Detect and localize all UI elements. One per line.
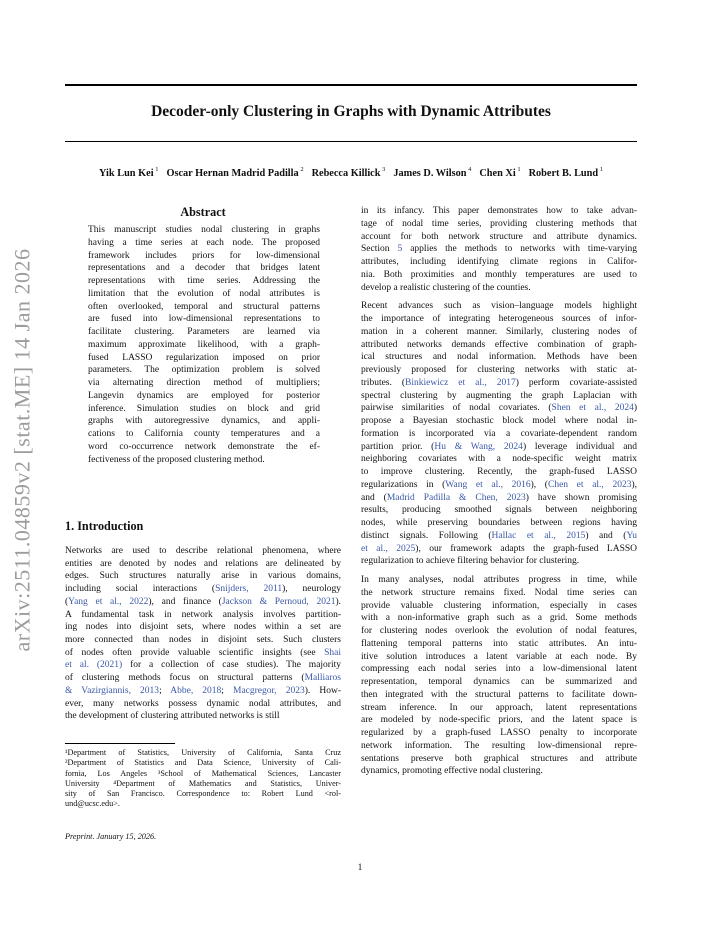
text-line: of clustering methods focus on structural patterns (Malliaros [65, 673, 341, 684]
text-line: account for both network structure and attribute dynamics. [361, 231, 637, 242]
text-line: In many analyses, nodal attributes progress in time, while [361, 575, 637, 585]
section-heading-introduction: 1. Introduction [65, 519, 144, 533]
text-line: representations with time series. Addressing the [88, 276, 320, 286]
text-line: und@ucsc.edu>. [65, 799, 120, 809]
introduction-text [65, 545, 341, 723]
text-line: partition prior. (Hu & Wang, 2024) leverage individual and [361, 441, 637, 452]
text-line: dynamics, promoting effective nodal clustering. [361, 766, 543, 777]
text-line: representations and a decoder that bridges latent [88, 263, 320, 274]
text-line: neighboring covariates with a node-specific weight matrix [361, 454, 637, 465]
text-line: nia. Both proximities and monthly temperatures are used to [361, 269, 637, 280]
text-line: nodes, while preserving boundaries between regions having [361, 518, 637, 528]
text-line: tage of nodal time series, providing clustering methods that [361, 218, 637, 229]
arxiv-identifier-stamp [0, 250, 44, 650]
text-line: are fused into low-dimensional representations to [88, 314, 320, 325]
preprint-notice: Preprint. January 15, 2026. [65, 832, 157, 841]
text-line: stream inference. In our approach, latent representations [361, 702, 637, 713]
text-line: graphs with autoregressive dynamics, and appli- [88, 416, 320, 427]
text-line: compressing each nodal series into a low-dimensional latent [361, 664, 637, 675]
text-line: via alternating direction method of multipliers; [88, 378, 320, 388]
title-top-rule [65, 84, 637, 86]
text-line: to improve clustering. Recently, the graph-fused LASSO [361, 467, 637, 477]
abstract-heading: Abstract [180, 205, 226, 219]
text-line: & Vazirgiannis, 2013; Abbe, 2018; Macgregor, 2023). How- [65, 685, 341, 696]
text-line: then integrated with the structural patterns to facilitate down- [361, 689, 637, 700]
text-line: ever, many networks possess dynamic nodal attributes, and [65, 698, 341, 709]
text-line: are modeled by node-specific priors, and the latent space is [361, 715, 637, 726]
text-line: more connected than nodes in disjoint sets. Such clusters [65, 635, 341, 646]
text-line: facilitate clustering. Parameters are learned via [88, 327, 320, 337]
text-line: sentations preserve both graphical structures and attribute [361, 753, 637, 764]
text-line: ¹Department of Statistics, University of California, Santa Cruz [65, 748, 341, 757]
text-line: pairwise similarities of nodal covariates. (Shen et al., 2024) [361, 403, 637, 414]
text-line: fectiveness of the proposed clustering method. [88, 454, 265, 465]
text-line: et al., 2025), our framework adapts the graph-fused LASSO [361, 543, 637, 554]
text-line: spectral clustering by augmenting the graph Laplacian with [361, 390, 637, 401]
text-line: itive solution introduces a latent variable at each node. By [361, 651, 637, 662]
author-name: Robert B. Lund $^1$ [528, 166, 603, 180]
text-line: A fundamental task in network analysis involves partition- [65, 609, 341, 620]
paragraph-1 [361, 205, 637, 294]
text-line: fused LASSO regularization imposed on prior [88, 352, 320, 363]
author-affiliation-marker: 2 [298, 166, 304, 173]
text-line: having a time series at each node. The proposed [88, 237, 320, 248]
text-line: regularization to achieve filtering behavior for clustering. [361, 556, 580, 567]
text-line: including social interactions (Snijders, 2011), neurology [65, 584, 341, 595]
text-line: regularizations in (Wang et al., 2016), (Chen et al., 2023), [361, 479, 637, 490]
text-line: attributed networks demands effective combination of graph- [361, 339, 637, 350]
author-list [40, 167, 662, 179]
author-affiliation-marker: 1 [515, 166, 521, 173]
text-line: Recent advances such as vision–language models highlight [361, 301, 637, 312]
text-line: limitation that the evolution of nodal attributes is [88, 288, 320, 299]
author-affiliation-marker: 1 [598, 166, 603, 173]
text-line: previously proposed for clustering networks with static at- [361, 365, 637, 375]
text-line: mation in a coherent manner. Similarly, clustering nodes of [361, 326, 637, 337]
text-line: regularized by a graph-fused LASSO penalty to incorporate [361, 728, 637, 738]
author-name: James D. Wilson $^4$ [393, 166, 472, 180]
text-line: ²Department of Statistics and Data Science, University of Cali- [65, 758, 341, 768]
text-line: tributes. (Binkiewicz et al., 2017) perform covariate-assisted [361, 377, 637, 388]
text-line: Langevin dynamics are employed for posterior [88, 390, 320, 401]
text-line: with a non-informative graph such as a grid. Some methods [361, 613, 637, 624]
text-line: University ⁴Department of Mathematics and Statistics, Univer- [65, 778, 341, 788]
text-line: fornia, Los Angeles ³School of Mathematical Sciences, Lancaster [65, 768, 341, 778]
text-line: ical structures and nodal information. Methods have been [361, 352, 637, 363]
text-line: the importance of integrating heterogeneous sources of infor- [361, 314, 637, 324]
arxiv-stamp-text: arXiv:2511.04859v2 [stat.ME] 14 Jan 2026 [9, 248, 35, 652]
paragraph-3 [361, 574, 637, 778]
text-line: word co-occurrence network demonstrate the ef- [88, 441, 320, 452]
text-line: edges. Such structures naturally arise in various domains, [65, 571, 341, 582]
text-line: representation, temporal dynamics can be summarized and [361, 677, 637, 687]
text-line: and (Madrid Padilla & Chen, 2023) have shown promising [361, 492, 637, 503]
text-line: ing nodes into disjoint sets, where nodes within a set are [65, 622, 341, 633]
text-line: et al. (2021) for a collection of case studies). The majority [65, 660, 341, 671]
text-line: attributes, including identifying climate regions in Califor- [361, 257, 637, 267]
text-line: provide valuable clustering information, especially in cases [361, 600, 637, 611]
text-line: This manuscript studies nodal clustering in graphs [88, 225, 320, 235]
text-line: of nodes often provide valuable scientific insights (see Shai [65, 647, 341, 658]
text-line: the network structure remains fixed. Nodal time series can [361, 587, 637, 598]
text-line: formation is incorporated via a covariate-dependent random [361, 428, 637, 439]
footnote-rule [65, 743, 175, 744]
text-line: for clustering nodes overlook the evolution of nodal features, [361, 626, 637, 636]
paper-title: Decoder-only Clustering in Graphs with Dynamic Attributes [151, 103, 551, 120]
author-affiliation-marker: 1 [153, 166, 159, 173]
text-line: flattening temporal patterns into static attributes. An intu- [361, 638, 637, 649]
text-line: Networks are used to describe relational phenomena, where [65, 546, 341, 556]
text-line: distinct signals. Following (Hallac et al., 2015) and (Yu [361, 530, 637, 541]
author-name: Oscar Hernan Madrid Padilla $^2$ [166, 166, 304, 180]
text-line: maximum approximate likelihood, with a graph- [88, 339, 320, 350]
text-line: Section 5 applies the methods to networks with time-varying [361, 244, 637, 255]
paragraph-2 [361, 300, 637, 568]
author-affiliation-marker: 3 [380, 166, 386, 173]
text-line: the development of clustering attributed networks is still [65, 711, 280, 722]
author-name: Yik Lun Kei $^1$ [99, 166, 159, 180]
text-line: (Yang et al., 2022), and finance (Jackson & Pernoud, 2021). [65, 596, 341, 607]
page-number: 1 [357, 863, 363, 873]
author-name: Rebecca Killick $^3$ [311, 166, 386, 180]
text-line: framework includes priors for low-dimensional [88, 250, 320, 261]
author-affiliation-marker: 4 [466, 166, 472, 173]
text-line: cations to California county temperatures and a [88, 429, 320, 439]
text-line: results, producing smoothed signals between neighboring [361, 505, 637, 516]
title-bottom-rule [65, 141, 637, 142]
right-column [361, 205, 637, 784]
affiliation-footnotes [65, 748, 341, 810]
text-line: parameters. The optimization problem is solved [88, 365, 320, 376]
text-line: propose a Bayesian stochastic block model where nodal in- [361, 416, 637, 426]
text-line: in its infancy. This paper demonstrates how to take advan- [361, 206, 637, 216]
abstract-body [88, 224, 320, 466]
text-line: inference. Simulation studies on block and grid [88, 403, 320, 414]
text-line: entities are denoted by nodes and relations are delineated by [65, 558, 341, 569]
text-line: often overlooked, temporal and structural patterns [88, 301, 320, 312]
text-line: network information. The resulting low-dimensional repre- [361, 740, 637, 751]
text-line: sity of San Francisco. Correspondence to: Robert Lund <rol- [65, 789, 341, 799]
author-name: Chen Xi $^1$ [479, 166, 521, 180]
text-line: develop a realistic clustering of the counties. [361, 282, 531, 293]
